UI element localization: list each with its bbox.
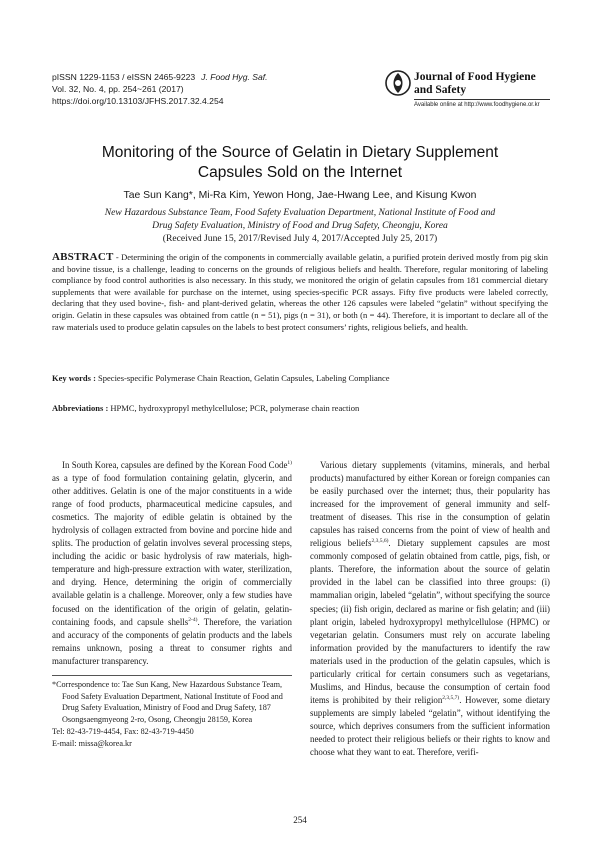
affiliation-line1: New Hazardous Substance Team, Food Safety Evaluation Department, National Institute of Food and — [104, 207, 496, 218]
issn: pISSN 1229-1153 / eISSN 2465-9223 — [52, 72, 196, 82]
abbreviations — [52, 403, 548, 413]
body-paragraph — [310, 459, 550, 759]
logo-title-line2: and Safety — [414, 84, 467, 96]
body-text: as a type of food formulation containing gelatin, glycerin, and other additives. Gelatin is one of the major constituents in a wide range of food products, pharmaceutical medicine capsules, and cosmetics. The majority of edible gelatin is obtained by the hydrolysis of collagen extracted from bovine and porcine hide and splits. The production of gelatin involves several processing steps, including the acidic or basic hydrolysis of raw materials, high-temperature and high-pressure extraction with water, sterilization, and drying. Hence, determining the origin of commercially available gelatin is a challenge. Moreover, only a few studies have focused on the identification of the origin of gelatin, gelatin-containing foods, and capsule shells — [52, 473, 292, 627]
abbreviations-label: Abbreviations : — [52, 403, 109, 413]
logo-divider — [414, 99, 550, 100]
correspondence-address: *Correspondence to: Tae Sun Kang, New Hazardous Substance Team, Food Safety Evaluation Department, National Institute of Food and Drug Safety Evaluation, Ministry of Food and Drug Safety, 187 Osongsaengmyeong 2-ro, Osong, Cheongju 28159, Korea — [52, 680, 283, 725]
received-dates: (Received June 15, 2017/Revised July 4, 2017/Accepted July 25, 2017) — [162, 233, 438, 244]
journal-logo — [384, 67, 554, 113]
citation-ref[interactable]: 2,3,5,6) — [371, 538, 389, 545]
abstract-text: - Determining the origin of the components in commercially available gelatin, a purified protein derived mostly from pig skin and bovine tissue, is a challenge, leading to concerns on the grounds of religious beliefs and health. Therefore, regular monitoring of labeling compliance by food control authorities is also necessary. In this study, we monitored the origin of gelatin capsules from 181 commercial dietary supplements that were available for purchase on the internet, using species-specific PCR assays. Fifty five products were labeled correctly, declaring that they used bovine-, fish- and plant-derived gelatin, whereas the other 126 capsules were labeled “gelatin” without specifying the origin. Gelatin in these capsules was obtained from cattle (n = 51), pigs (n = 31), or both (n = 44). Therefore, it is important to declare all of the raw materials used to produce gelatin capsules on the labels to best protect consumers’ rights, religious beliefs, and health. — [52, 252, 548, 332]
body-text: In South Korea, capsules are defined by the Korean Food Code — [62, 460, 288, 470]
paper-title-line1: Monitoring of the Source of Gelatin in Dietary Supplement — [101, 144, 499, 161]
keywords-label: Key words : — [52, 373, 96, 383]
citation-ref[interactable]: 2-4) — [188, 616, 198, 623]
volume-info: Vol. 32, No. 4, pp. 254~261 (2017) — [52, 84, 184, 94]
body-text: . Therefore, the variation and accuracy of the components of gelatin products and the labels remains unknown, posing a threat to consumer rights and manufacturer transparency. — [52, 616, 292, 666]
logo-title — [414, 71, 536, 97]
authors: Tae Sun Kang*, Mi-Ra Kim, Yewon Hong, Jae-Hwang Lee, and Kisung Kwon — [123, 190, 477, 201]
body-text: . However, some dietary supplements are simply labeled “gelatin”, without identifying the source, which deprives consumers from the sufficient information needed to protect their religious beliefs or their rights to know and choose what they want to eat. Therefore, verifi- — [310, 694, 551, 758]
abbreviations-text: HPMC, hydroxypropyl methylcellulose; PCR, polymerase chain reaction — [108, 403, 360, 413]
journal-abbrev: J. Food Hyg. Saf. — [201, 72, 268, 82]
affiliation — [78, 207, 522, 232]
correspondence-footnote — [52, 679, 292, 749]
page-number: 254 — [293, 815, 307, 825]
logo-title-line1: Journal of Food Hygiene — [414, 71, 536, 83]
correspondence-email[interactable]: E-mail: missa@korea.kr — [52, 738, 132, 748]
keywords-text: Species-specific Polymerase Chain Reaction, Gelatin Capsules, Labeling Compliance — [95, 373, 390, 383]
affiliation-line2: Drug Safety Evaluation, Ministry of Food and Drug Safety, Cheongju, Korea — [152, 219, 448, 231]
doi-link[interactable]: https://doi.org/10.13103/JFHS.2017.32.4.254 — [52, 96, 224, 106]
citation-ref[interactable]: 1) — [287, 460, 292, 467]
body-column-right — [310, 459, 550, 759]
body-text: . Dietary supplement capsules are most commonly composed of gelatin obtained from cattle, pigs, fish, or plants. Therefore, the information about the source of gelatin provided in the label can be classified into three groups: (i) mammalian origin, labeled “gelatin”, without specifying the source species; (ii) fish origin, declared as marine or fish gelatin; and (iii) plant origin, labeled hydroxypropyl methylcellulose (HPMC) or vegetarian gelatin. Consumers must rely on accurate labeling information provided by the manufacturers to identify the raw materials used in the production of the gelatin capsules, which is particularly critical for certain consumers such as vegetarians, Muslims, and Hindus, because the consumption of certain food items is prohibited by their religion — [310, 538, 550, 705]
journal-header — [52, 71, 268, 107]
paper-title — [60, 143, 540, 183]
citation-ref[interactable]: 2,3,5,7) — [442, 694, 460, 701]
paper-title-line2: Capsules Sold on the Internet — [197, 164, 403, 181]
abstract — [52, 252, 548, 333]
body-column-left — [52, 459, 292, 668]
footnote-divider — [52, 675, 292, 676]
logo-url[interactable]: Available online at http://www.foodhygiene.or.kr — [414, 102, 540, 108]
keywords — [52, 373, 548, 383]
body-paragraph — [52, 459, 292, 668]
journal-logo-mark-icon — [384, 69, 412, 97]
abstract-label: ABSTRACT — [52, 251, 114, 263]
body-text: Various dietary supplements (vitamins, minerals, and herbal products) manufactured by either Korean or foreign companies can be easily purchased over the internet; thus, their popularity has increased for the improvement of general immunity and self-treatment of diseases. This rise in the consumption of gelatin capsules has raised concerns from the point of view of health and religious beliefs — [310, 460, 550, 549]
correspondence-phone: Tel: 82-43-719-4454, Fax: 82-43-719-4450 — [52, 726, 194, 736]
